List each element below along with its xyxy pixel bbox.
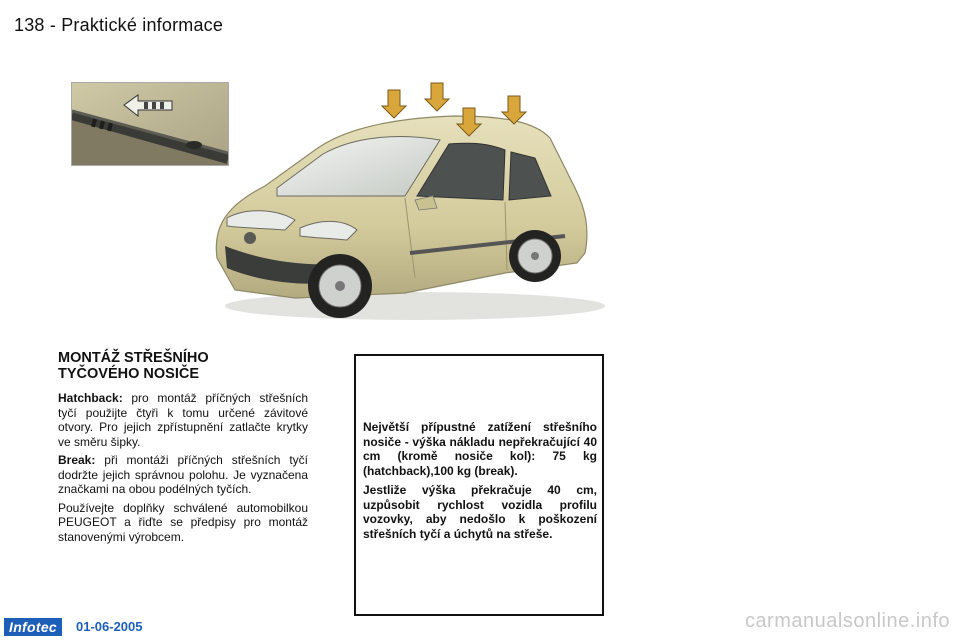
load-warning-box <box>354 354 604 616</box>
instructions-column <box>58 391 308 548</box>
hatchback-paragraph <box>58 391 308 449</box>
section-heading-line1: MONTÁŽ STŘEŠNÍHO <box>58 350 209 366</box>
site-watermark: carmanualsonline.info <box>744 610 950 632</box>
section-heading-line2: TYČOVÉHO NOSIČE <box>58 366 199 382</box>
break-text: při montáži příčných střešních tyčí dodržte jejich správnou polohu. Je vyznačena značkami na obou podélných tyčích. <box>58 453 308 496</box>
hatchback-label: Hatchback: <box>58 391 123 405</box>
accessories-paragraph: Používejte doplňky schválené automobilkou PEUGEOT a řiďte se předpisy pro montáž stanovenými výrobcem. <box>58 500 308 544</box>
page-header: 138 - Praktické informace <box>14 15 224 35</box>
footer-date: 01-06-2005 <box>76 619 143 634</box>
hatchback-text: pro montáž příčných střešních tyčí použijte čtyři k tomu určené závitové otvory. Pro jejich zpřístupnění zatlačte krytky ve směru šipky. <box>58 391 309 449</box>
car-roof-mounting-illustration <box>205 78 605 328</box>
warning-text <box>363 420 597 546</box>
infotec-logo: Infotec <box>4 618 62 636</box>
break-label: Break: <box>58 453 96 467</box>
section-heading <box>58 350 308 382</box>
warning-paragraph-1: Největší přípustné zatížení střešního nosiče - výška nákladu nepřekračující 40 cm (kromě nosiče kol): 75 kg (hatchback),100 kg (break). <box>363 420 597 478</box>
break-paragraph <box>58 453 308 497</box>
warning-paragraph-2: Jestliže výška překračuje 40 cm, uzpůsobit rychlost vozidla profilu vozovky, aby nedošlo k poškození střešních tyčí a úchytů na střeše. <box>363 483 597 541</box>
